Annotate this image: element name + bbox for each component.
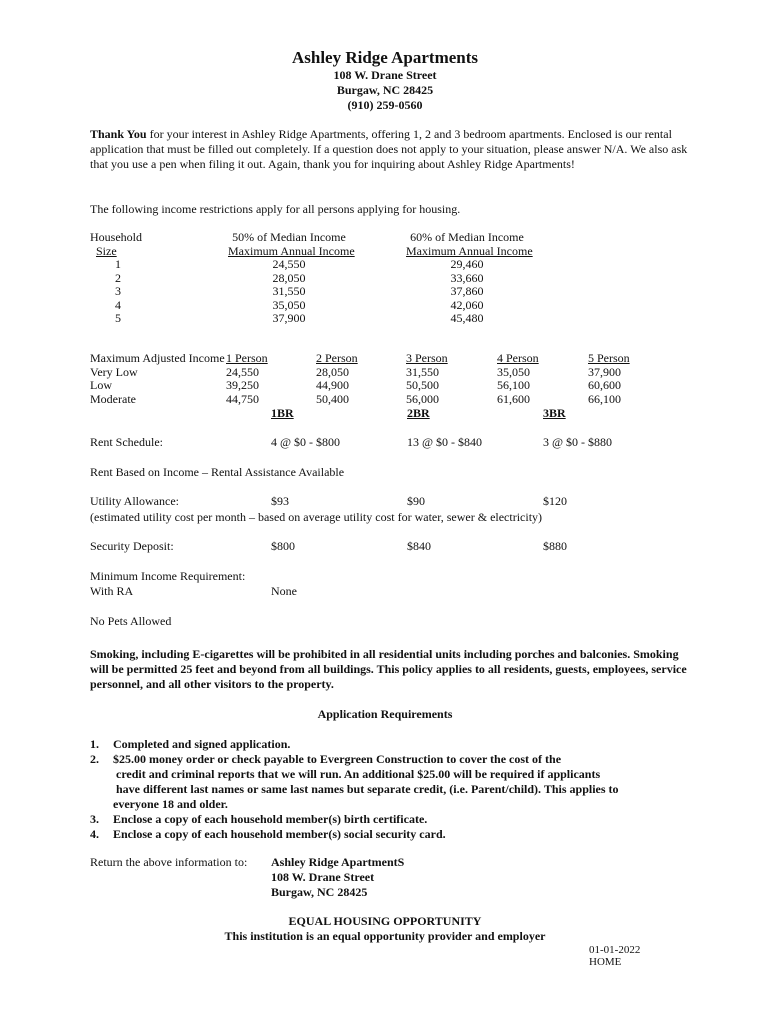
requirements-list bbox=[90, 737, 690, 842]
adjusted-cell: 35,050 bbox=[497, 364, 530, 379]
equal-opportunity-statement: This institution is an equal opportunity provider and employer bbox=[224, 929, 546, 943]
return-name: Ashley Ridge ApartmentS bbox=[271, 855, 405, 869]
adjusted-cell: 66,100 bbox=[588, 391, 621, 406]
adjusted-row-label: Moderate bbox=[90, 391, 136, 406]
adjusted-cell: 56,100 bbox=[497, 378, 530, 392]
requirement-continuation: have different last names or same last names but separate credit, (i.e. Parent/child). This applies to bbox=[116, 782, 619, 796]
min-income-value: None bbox=[271, 584, 297, 598]
size-cell: 5 bbox=[115, 311, 121, 325]
intro-lead: Thank You bbox=[90, 127, 147, 141]
equal-housing-heading: EQUAL HOUSING OPPORTUNITY bbox=[288, 914, 482, 928]
pets-policy: No Pets Allowed bbox=[90, 614, 172, 628]
adjusted-col-header: 1 Person bbox=[226, 351, 268, 365]
sixty-sub-header: Maximum Annual Income bbox=[406, 243, 533, 258]
household-header: Household bbox=[90, 230, 142, 244]
fifty-cell: 35,050 bbox=[272, 297, 306, 312]
rent-schedule-1br: 4 @ $0 - $800 bbox=[271, 435, 341, 449]
fifty-percent-column bbox=[228, 230, 355, 326]
sixty-cell: 45,480 bbox=[450, 311, 484, 325]
adjusted-cell: 31,550 bbox=[406, 364, 439, 379]
adjusted-col-header: 2 Person bbox=[316, 351, 358, 365]
fifty-sub-header: Maximum Annual Income bbox=[228, 243, 355, 258]
adjusted-column-3 bbox=[406, 352, 448, 406]
bedroom-header-3br: 3BR bbox=[543, 406, 566, 420]
fifty-cell: 37,900 bbox=[272, 311, 306, 325]
adjusted-cell: 61,600 bbox=[497, 391, 530, 406]
header-street: 108 W. Drane Street bbox=[333, 68, 437, 82]
bedroom-header-2br: 2BR bbox=[407, 406, 430, 420]
intro-paragraph bbox=[90, 127, 690, 172]
rent-schedule-2br: 13 @ $0 - $840 bbox=[407, 435, 483, 449]
page-title: Ashley Ridge Apartments bbox=[291, 48, 479, 67]
adjusted-column-2 bbox=[316, 352, 358, 406]
income-intro: The following income restrictions apply for all persons applying for housing. bbox=[90, 202, 461, 216]
fifty-cell: 24,550 bbox=[272, 257, 306, 271]
adjusted-cell: 24,550 bbox=[226, 364, 259, 379]
header-city: Burgaw, NC 28425 bbox=[336, 83, 434, 97]
adjusted-row-label: Very Low bbox=[90, 364, 138, 379]
adjusted-col-header: 3 Person bbox=[406, 351, 448, 365]
requirement-item: 3. Enclose a copy of each household member(s) birth certificate. bbox=[90, 812, 428, 826]
sixty-cell: 37,860 bbox=[450, 284, 484, 298]
intro-text: for your interest in Ashley Ridge Apartments, offering 1, 2 and 3 bedroom apartments. Enclosed is our rental application that must be filled out completely. If a question does not apply to your situation, please answer N/A. We also ask that you use a pen when filing it out. Again, thank you for inquiring about Ashley Ridge Apartments! bbox=[90, 127, 688, 171]
return-street: 108 W. Drane Street bbox=[271, 870, 375, 884]
rent-based-text: Rent Based on Income – Rental Assistance Available bbox=[90, 465, 345, 479]
utility-label: Utility Allowance: bbox=[90, 494, 179, 508]
adjusted-col-header: 4 Person bbox=[497, 351, 539, 365]
rent-schedule-label: Rent Schedule: bbox=[90, 435, 163, 449]
doc-code: HOME bbox=[589, 956, 622, 968]
size-cell: 3 bbox=[115, 284, 121, 298]
header-phone: (910) 259-0560 bbox=[347, 98, 423, 112]
utility-note: (estimated utility cost per month – based on average utility cost for water, sewer & electricity) bbox=[90, 510, 543, 524]
requirement-continuation: everyone 18 and older. bbox=[113, 797, 228, 811]
adjusted-row-labels bbox=[90, 352, 225, 406]
doc-date: 01-01-2022 bbox=[589, 944, 641, 956]
requirements-title: Application Requirements bbox=[317, 707, 453, 721]
return-label: Return the above information to: bbox=[90, 855, 248, 869]
size-cell: 2 bbox=[115, 270, 121, 285]
adjusted-cell: 28,050 bbox=[316, 364, 349, 379]
requirement-item: 2. $25.00 money order or check payable to Evergreen Construction to cover the cost of the bbox=[90, 752, 562, 766]
adjusted-row-label: Low bbox=[90, 378, 112, 392]
return-city: Burgaw, NC 28425 bbox=[271, 885, 368, 899]
requirement-continuation: credit and criminal reports that we will run. An additional $25.00 will be required if applicants bbox=[116, 767, 601, 781]
household-sub-header: Size bbox=[96, 243, 117, 258]
adjusted-cell: 44,900 bbox=[316, 378, 349, 392]
fifty-cell: 28,050 bbox=[272, 270, 306, 285]
sixty-header: 60% of Median Income bbox=[410, 230, 524, 244]
security-2br: $840 bbox=[407, 539, 431, 553]
adjusted-cell: 39,250 bbox=[226, 378, 259, 392]
min-income-sub-label: With RA bbox=[90, 584, 134, 598]
adjusted-cell: 56,000 bbox=[406, 391, 439, 406]
utility-2br: $90 bbox=[407, 494, 425, 508]
sixty-cell: 29,460 bbox=[450, 257, 484, 271]
rent-schedule-3br: 3 @ $0 - $880 bbox=[543, 435, 613, 449]
adjusted-column-5 bbox=[588, 352, 630, 406]
size-cell: 1 bbox=[115, 257, 121, 271]
sixty-cell: 33,660 bbox=[450, 270, 484, 285]
adjusted-column-1 bbox=[226, 352, 268, 406]
requirement-item: 1. Completed and signed application. bbox=[90, 737, 291, 751]
utility-3br: $120 bbox=[543, 494, 567, 508]
security-label: Security Deposit: bbox=[90, 539, 174, 553]
adjusted-cell: 37,900 bbox=[588, 364, 621, 379]
adjusted-cell: 50,400 bbox=[316, 391, 349, 406]
adjusted-cell: 44,750 bbox=[226, 391, 259, 406]
fifty-cell: 31,550 bbox=[272, 284, 306, 298]
fifty-header: 50% of Median Income bbox=[232, 230, 346, 244]
adjusted-row-header: Maximum Adjusted Income bbox=[90, 351, 225, 365]
smoking-policy: Smoking, including E-cigarettes will be prohibited in all residential units including porches and balconies. Smoking will be permitted 25 feet and beyond from all buildings. This policy applies to all residents, guests, employees, service personnel, and all other visitors to the property. bbox=[90, 647, 687, 691]
bedroom-header-1br: 1BR bbox=[271, 406, 294, 420]
min-income-label: Minimum Income Requirement: bbox=[90, 569, 246, 583]
security-1br: $800 bbox=[271, 539, 295, 553]
adjusted-cell: 50,500 bbox=[406, 378, 439, 392]
size-cell: 4 bbox=[115, 297, 121, 312]
adjusted-cell: 60,600 bbox=[588, 378, 621, 392]
sixty-percent-column bbox=[406, 230, 533, 326]
sixty-cell: 42,060 bbox=[450, 297, 484, 312]
adjusted-col-header: 5 Person bbox=[588, 351, 630, 365]
requirement-item: 4. Enclose a copy of each household member(s) social security card. bbox=[90, 827, 446, 841]
adjusted-column-4 bbox=[497, 352, 539, 406]
utility-1br: $93 bbox=[271, 494, 289, 508]
household-size-column bbox=[90, 231, 142, 326]
security-3br: $880 bbox=[543, 539, 567, 553]
